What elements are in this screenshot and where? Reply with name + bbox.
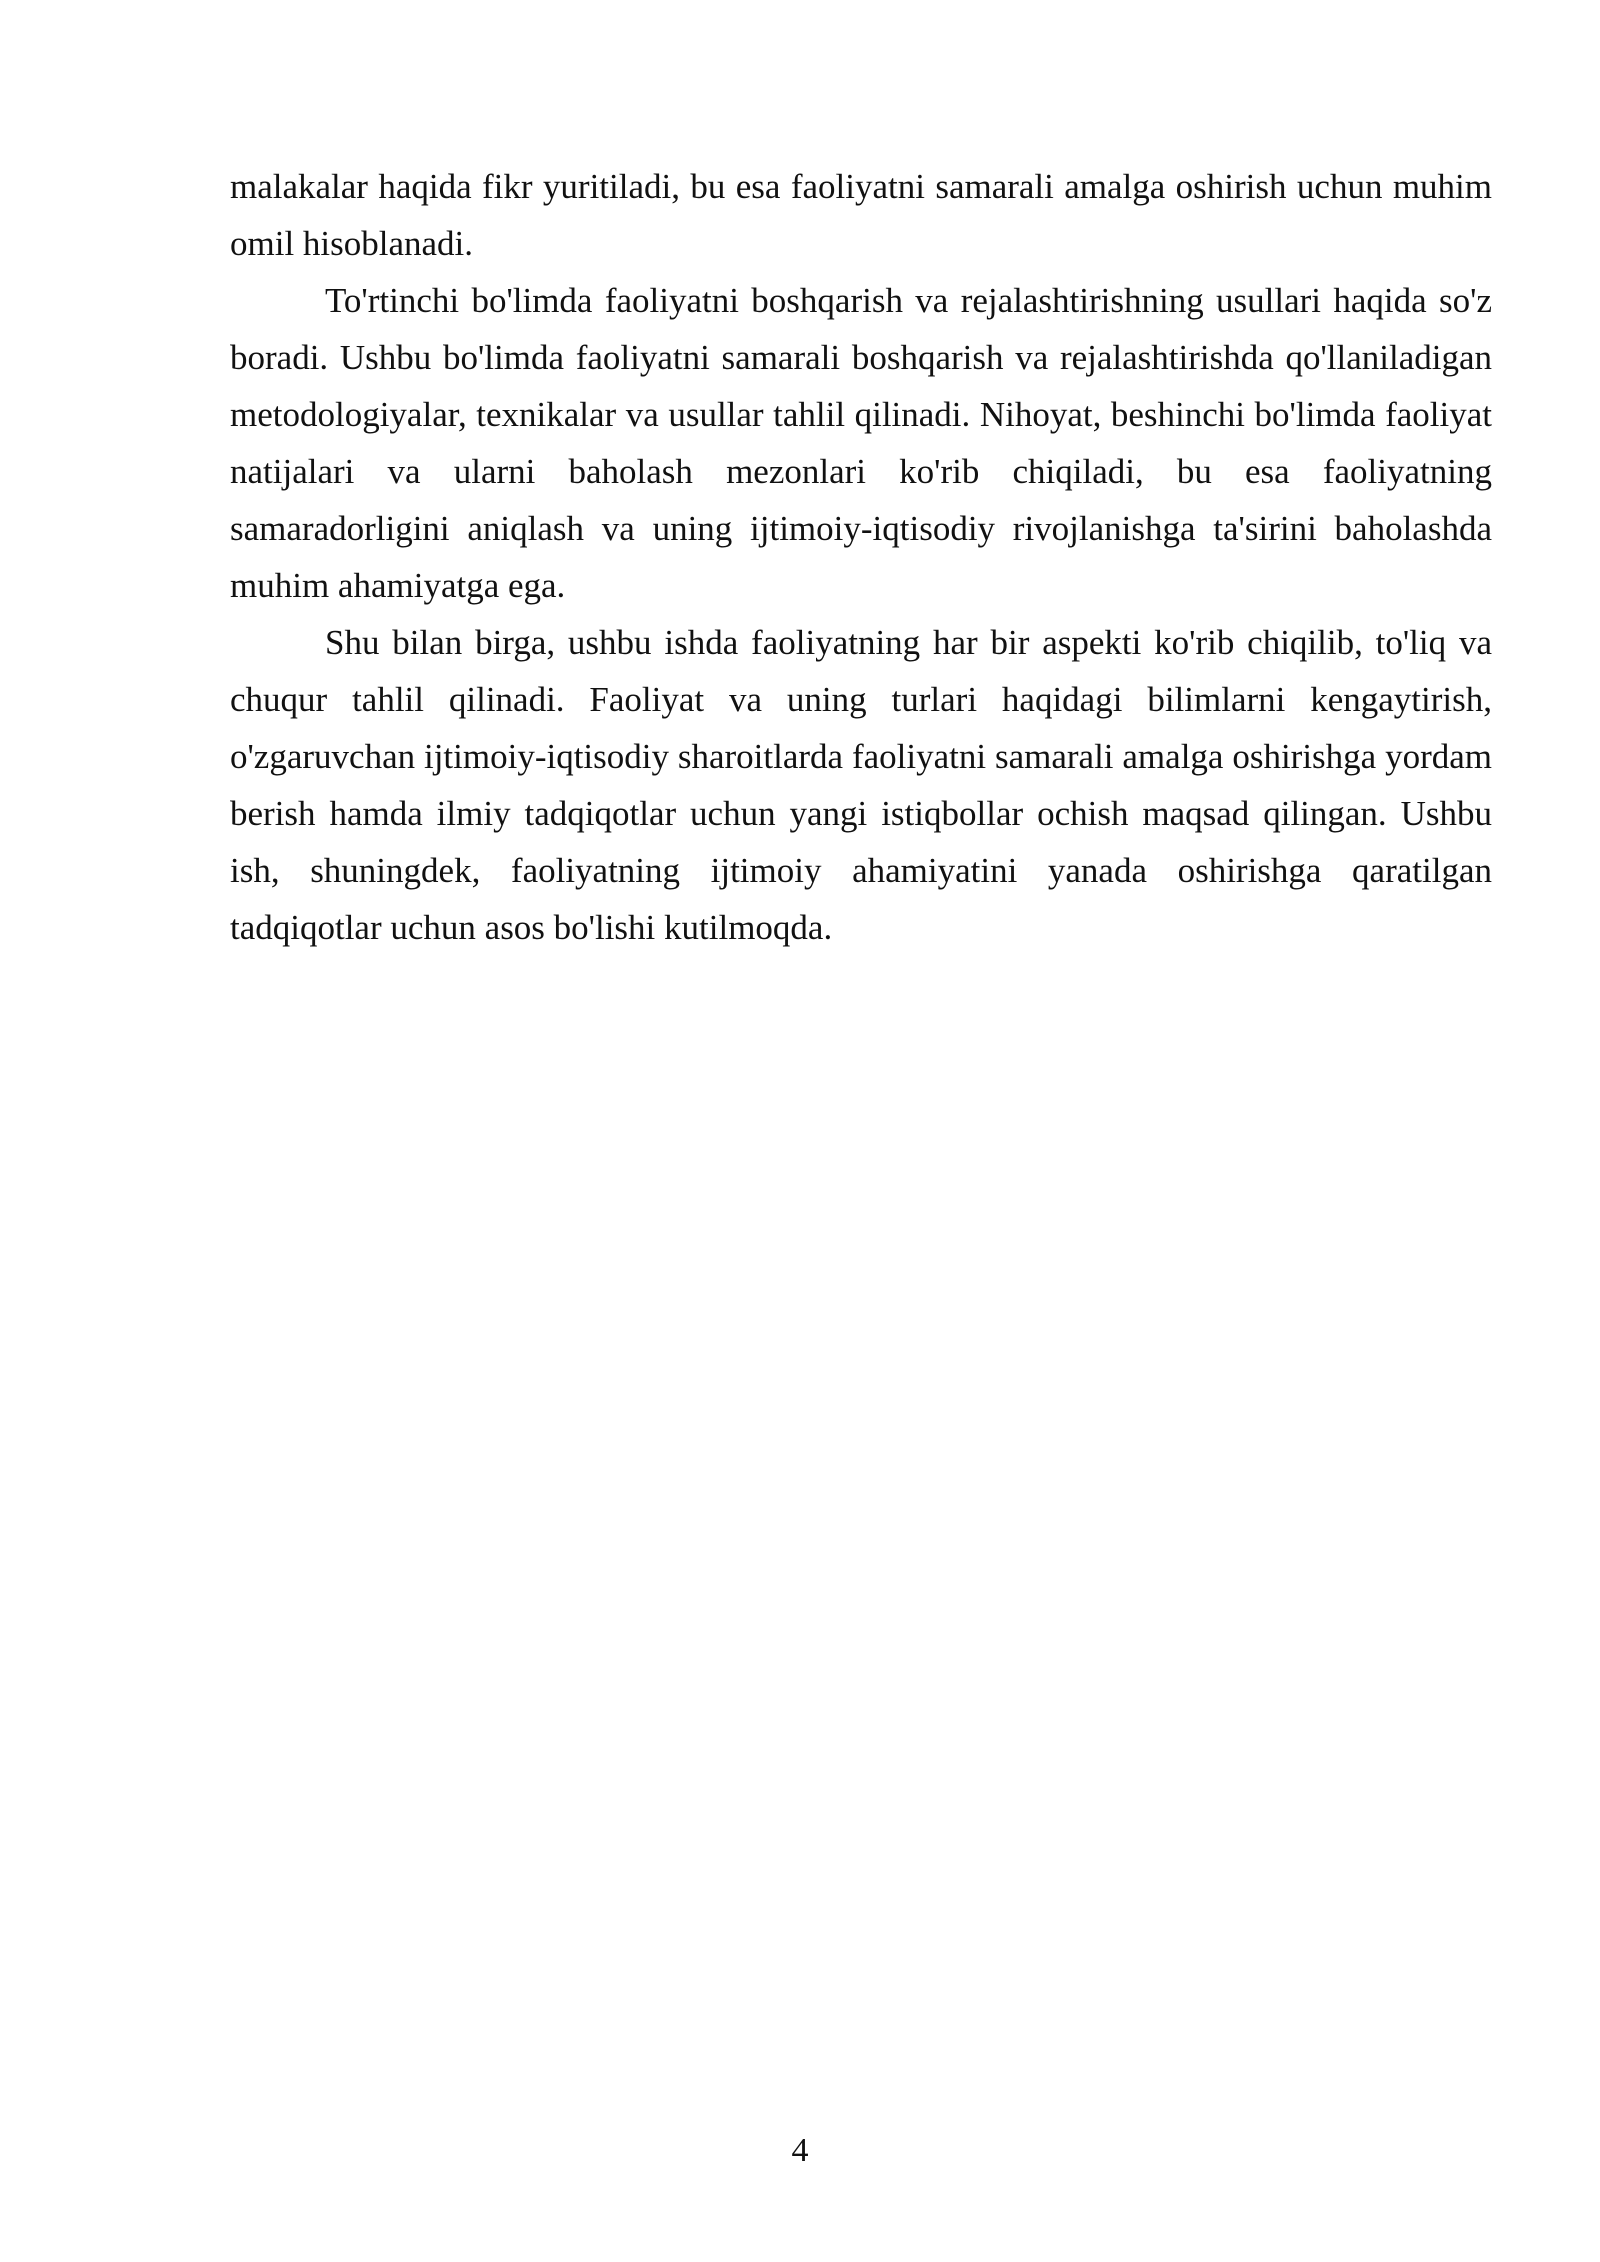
page-number: 4 [791, 2132, 809, 2169]
paragraph-continuation: malakalar haqida fikr yuritiladi, bu esa faoliyatni samarali amalga oshirish uchun muhim omil hisoblanadi. [230, 167, 1492, 263]
body-text [230, 158, 1492, 956]
paragraph-sections-four-five: To'rtinchi bo'limda faoliyatni boshqarish va rejalashtirishning usullari haqida so'z boradi. Ushbu bo'limda faoliyatni samarali boshqarish va rejalashtirishda qo'llaniladigan metodologiyalar, texnikalar va usullar tahlil qilinadi. Nihoyat, beshinchi bo'limda faoliyat natijalari va ularni baholash mezonlari ko'rib chiqiladi, bu esa faoliyatning samaradorligini aniqlash va uning ijtimoiy-iqtisodiy rivojlanishga ta'sirini baholashda muhim ahamiyatga ega. [230, 281, 1492, 605]
paragraph-conclusion: Shu bilan birga, ushbu ishda faoliyatning har bir aspekti ko'rib chiqilib, to'liq va chuqur tahlil qilinadi. Faoliyat va uning turlari haqidagi bilimlarni kengaytirish, o'zgaruvchan ijtimoiy-iqtisodiy sharoitlarda faoliyatni samarali amalga oshirishga yordam berish hamda ilmiy tadqiqotlar uchun yangi istiqbollar ochish maqsad qilingan. Ushbu ish, shuningdek, faoliyatning ijtimoiy ahamiyatini yanada oshirishga qaratilgan tadqiqotlar uchun asos bo'lishi kutilmoqda. [230, 623, 1492, 947]
